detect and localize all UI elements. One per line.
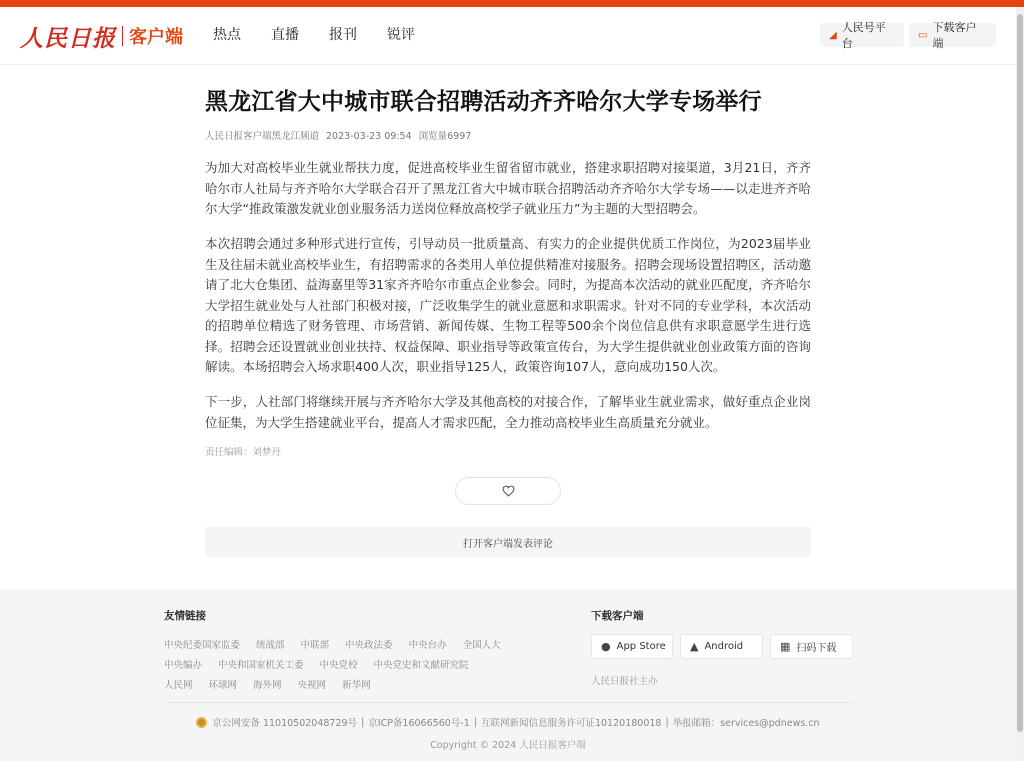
apple-icon: ● <box>601 640 611 653</box>
open-app-comment-button[interactable]: 打开客户端发表评论 <box>205 527 811 557</box>
site-header <box>0 7 1016 65</box>
scan-download-label: 扫码下载 <box>796 643 837 654</box>
qr-code-icon: ▦ <box>780 640 791 653</box>
logo-main-text: 人民日报 <box>20 24 116 52</box>
nav-item-live[interactable]: 直播 <box>271 27 299 43</box>
android-label: Android <box>704 641 744 652</box>
friend-link[interactable]: 新华网 <box>342 680 371 691</box>
friend-link[interactable]: 环球网 <box>208 680 238 691</box>
main-nav <box>213 25 445 45</box>
scrollbar-thumb[interactable] <box>1017 14 1023 732</box>
download-app-label: 下载客户端 <box>932 21 977 50</box>
friend-links-row <box>164 634 544 654</box>
friend-link[interactable]: 中央党史和文献研究院 <box>373 660 469 671</box>
friend-link[interactable]: 人民网 <box>164 680 193 691</box>
app-icon: ▭ <box>918 29 928 41</box>
people-platform-label: 人民号平台 <box>841 21 886 50</box>
friend-link[interactable]: 中联部 <box>300 640 330 651</box>
sponsor-text: 人民日报社主办 <box>591 676 658 687</box>
friend-links <box>164 634 544 694</box>
article-title: 黑龙江省大中城市联合招聘活动齐齐哈尔大学专场举行 <box>205 89 762 115</box>
download-app-button[interactable] <box>909 21 996 50</box>
nav-item-commentary[interactable]: 锐评 <box>387 27 415 43</box>
heart-icon <box>502 485 515 497</box>
article-source: 人民日报客户端黑龙江频道 <box>205 131 320 142</box>
article-paragraph: 为加大对高校毕业生就业帮扶力度，促进高校毕业生留省留市就业，搭建求职招聘对接渠道，3月21日，齐齐哈尔市人社局与齐齐哈尔大学联合召开了黑龙江省大中城市联合招聘活动齐齐哈尔大学专场——以走进齐齐哈尔大学“推政策激发就业创业服务活力送岗位释放高校学子就业压力”为主题的大型招聘会。 <box>205 160 811 216</box>
android-icon: ▲ <box>690 640 699 653</box>
android-button[interactable] <box>680 634 763 659</box>
police-badge-icon <box>196 717 207 728</box>
article-views: 浏览量6997 <box>418 131 472 142</box>
site-logo[interactable] <box>20 21 183 51</box>
nav-item-newspapers[interactable]: 报刊 <box>329 27 357 43</box>
app-store-label: App Store <box>616 641 666 652</box>
nav-item-hot[interactable]: 热点 <box>213 27 241 43</box>
separator: | <box>361 716 365 728</box>
separator: | <box>665 716 669 728</box>
friend-link[interactable]: 中央台办 <box>408 640 447 651</box>
top-accent-stripe <box>0 0 1024 7</box>
icp-record[interactable]: 京ICP备16066560号-1 <box>368 718 470 729</box>
people-platform-button[interactable] <box>820 21 904 50</box>
article-paragraph: 本次招聘会通过多种形式进行宣传，引导动员一批质量高、有实力的企业提供优质工作岗位，为2023届毕业生及往届未就业高校毕业生，有招聘需求的各类用人单位提供精准对接服务。招聘会现场设置招聘区，活动邀请了北大仓集团、益海嘉里等31家齐齐哈尔市重点企业参会。同时，为提高本次活动的就业匹配度，齐齐哈尔大学招生就业处与人社部门积极对接，广泛收集学生的就业意愿和求职需求。针对不同的专业学科，本次活动的招聘单位精选了财务管理、市场营销、新闻传媒、生物工程等500余个岗位信息供有求职意愿学生进行选择。招聘会还设置就业创业扶持、权益保障、职业指导等政策宣传台，为大学生提供就业创业政策方面的咨询解读。本场招聘会入场求职400人次，职业指导125人，政策咨询107人，意向成功150人次。 <box>205 236 811 374</box>
logo-separator <box>122 26 123 46</box>
news-license[interactable]: 互联网新闻信息服务许可证10120180018 <box>480 718 662 729</box>
logo-sub-text: 客户端 <box>129 27 183 48</box>
friend-link[interactable]: 海外网 <box>253 680 282 691</box>
friend-link[interactable]: 统战部 <box>256 640 285 651</box>
friend-link[interactable]: 中央纪委国家监委 <box>164 640 241 651</box>
app-store-button[interactable] <box>591 634 673 659</box>
article-date: 2023-03-23 09:54 <box>326 131 412 142</box>
friend-links-row <box>164 654 544 674</box>
friend-links-title: 友情链接 <box>164 610 206 622</box>
responsible-editor: 责任编辑：刘梦丹 <box>205 447 282 458</box>
report-email[interactable]: 举报邮箱：services@pdnews.cn <box>672 718 820 729</box>
scan-download-button[interactable] <box>770 634 853 659</box>
separator: | <box>473 716 477 728</box>
copyright: Copyright © 2024 人民日报客户端 <box>430 740 586 751</box>
icp-info <box>0 715 1016 729</box>
download-title: 下载客户端 <box>591 610 644 622</box>
friend-link[interactable]: 央视网 <box>297 680 327 691</box>
friend-links-row <box>164 674 544 694</box>
friend-link[interactable]: 中央编办 <box>164 660 203 671</box>
megaphone-icon: ◢ <box>829 29 837 41</box>
friend-link[interactable]: 中央党校 <box>319 660 358 671</box>
like-button[interactable] <box>455 477 561 505</box>
friend-link[interactable]: 全国人大 <box>462 640 501 651</box>
article-paragraph: 下一步，人社部门将继续开展与齐齐哈尔大学及其他高校的对接合作，了解毕业生就业需求，做好重点企业岗位征集，为大学生搭建就业平台，提高人才需求匹配，全力推动高校毕业生高质量充分就业。 <box>205 394 811 430</box>
friend-link[interactable]: 中央政法委 <box>345 640 393 651</box>
footer-divider <box>164 702 853 703</box>
article-meta <box>205 131 471 143</box>
police-record[interactable]: 京公网安备 11010502048729号 <box>212 718 358 729</box>
friend-link[interactable]: 中央和国家机关工委 <box>218 660 304 671</box>
